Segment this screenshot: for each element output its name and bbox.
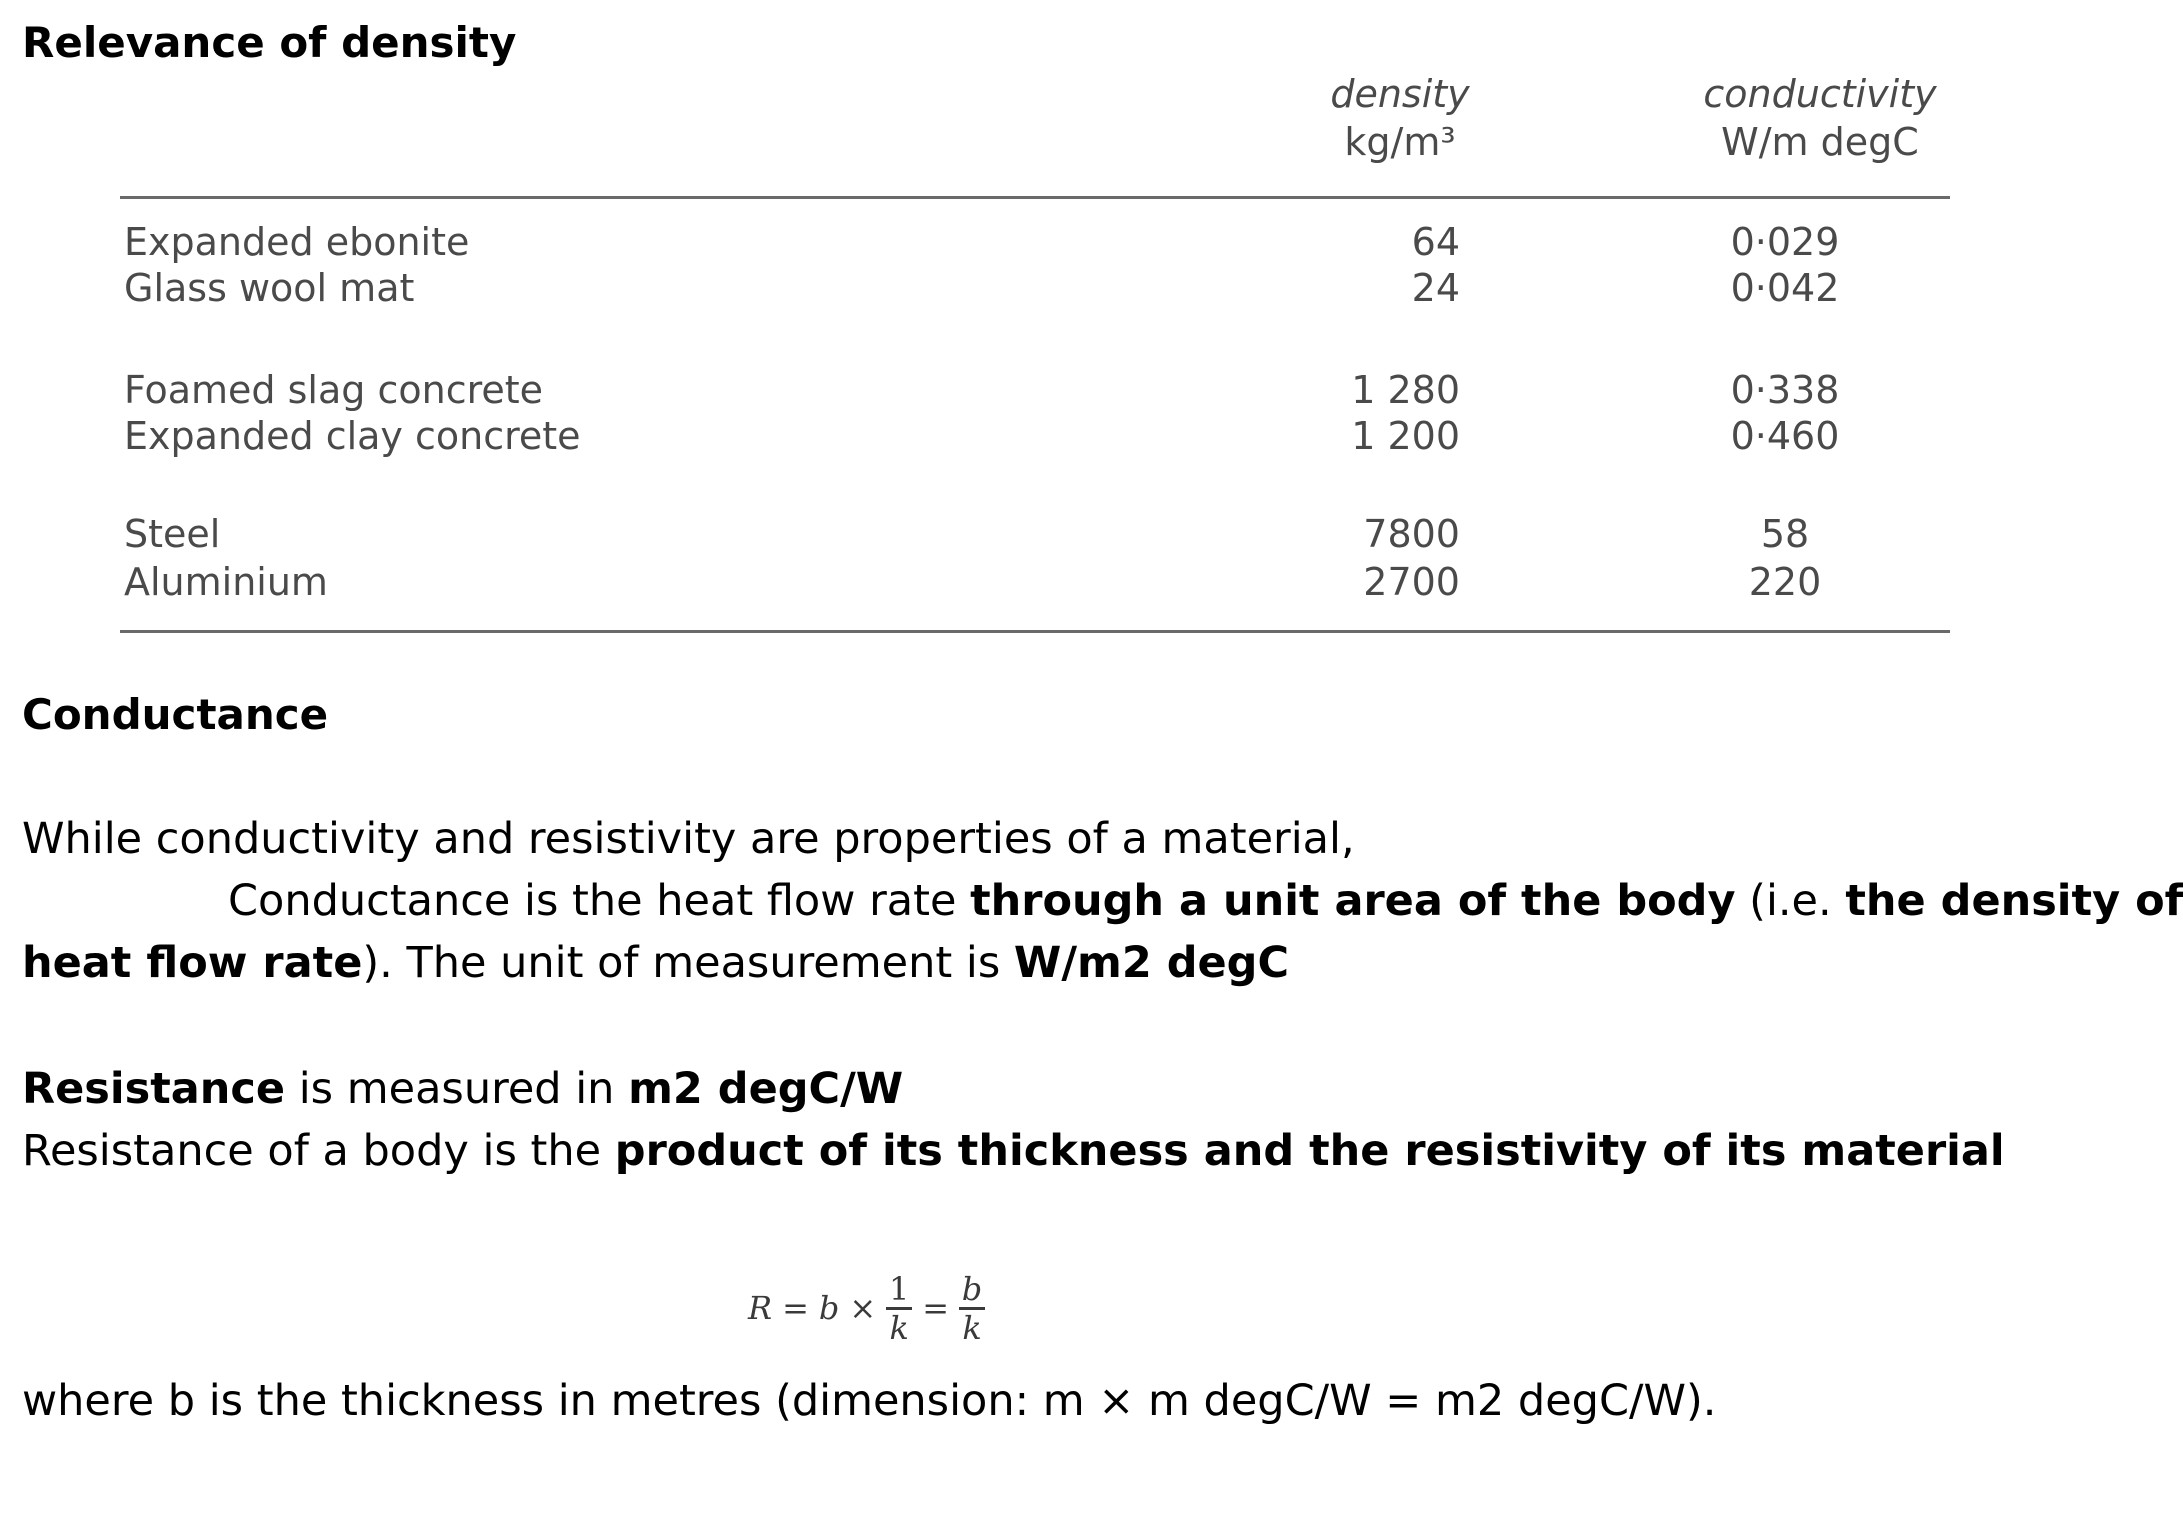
paragraph-resistance-definition [22,1120,2005,1182]
density-cell: 1 200 [1351,414,1460,458]
formula-equals: = [782,1289,809,1327]
heading-relevance-of-density: Relevance of density [22,18,517,67]
paragraph-conductance-definition [228,870,2183,932]
resistance-formula [748,1262,985,1354]
conductivity-cell: 0·042 [1730,266,1840,310]
density-cell: 2700 [1363,560,1460,604]
bold-text-run: heat flow rate [22,938,363,988]
density-cell: 1 280 [1351,368,1460,412]
paragraph-conductance-unit [22,932,1289,994]
conductivity-cell: 58 [1760,512,1810,556]
heading-conductance: Conductance [22,690,329,739]
density-cell: 64 [1411,220,1460,264]
formula-thickness: b [818,1289,840,1327]
paragraph-thickness-note: where b is the thickness in metres (dimension: m × m degC/W = m2 degC/W). [22,1376,1717,1426]
table-row [0,218,2048,266]
column-unit-conductivity: W/m degC [1721,120,1919,164]
material-cell: Foamed slag concrete [124,368,544,412]
material-cell: Expanded clay concrete [124,414,581,458]
fraction-denominator: k [962,1308,982,1347]
text-run: is measured in [285,1064,629,1114]
material-cell: Glass wool mat [124,266,415,310]
bold-text-run: m2 degC/W [628,1064,904,1114]
table-row [0,510,2048,558]
column-name-density: density [1330,72,1470,116]
table-row [0,412,2048,460]
formula-fraction-one-over-k [886,1271,912,1346]
conductivity-cell: 220 [1748,560,1822,604]
column-header-conductivity [1640,70,2000,166]
column-unit-density: kg/m³ [1344,120,1456,164]
bold-text-run: product of its thickness and the resistivity of its material [614,1126,2005,1176]
fraction-denominator: k [889,1308,909,1347]
text-run: (i.e. [1735,876,1846,926]
density-conductivity-table [0,0,2048,660]
formula-lhs: R [748,1289,773,1327]
fraction-numerator: b [961,1269,983,1308]
text-run: Resistance of a body is the [22,1126,615,1176]
bold-text-run: Resistance [22,1064,286,1114]
table-row [0,264,2048,312]
density-cell: 24 [1411,266,1460,310]
bold-text-run: the density of [1845,876,2183,926]
text-run: Conductance is the heat flow rate [228,876,971,926]
text-run: ). The unit of measurement is [362,938,1014,988]
paragraph-resistance-unit [22,1058,903,1120]
bold-text-run: through a unit area of the body [970,876,1736,926]
material-cell: Steel [124,512,221,556]
fraction-numerator: 1 [889,1269,910,1308]
bold-text-run: W/m2 degC [1013,938,1290,988]
conductivity-cell: 0·029 [1730,220,1840,264]
table-rule-bottom [120,630,1950,633]
column-header-density [1270,70,1530,166]
column-name-conductivity: conductivity [1703,72,1937,116]
table-row [0,366,2048,414]
table-row [0,558,2048,606]
material-cell: Aluminium [124,560,328,604]
paragraph-properties: While conductivity and resistivity are properties of a material, [22,814,1355,864]
formula-equals: = [922,1289,950,1327]
formula-fraction-b-over-k [959,1271,985,1346]
formula-times: × [849,1289,877,1327]
conductivity-cell: 0·460 [1730,414,1840,458]
density-cell: 7800 [1363,512,1460,556]
table-rule-top [120,196,1950,199]
conductivity-cell: 0·338 [1730,368,1840,412]
material-cell: Expanded ebonite [124,220,470,264]
